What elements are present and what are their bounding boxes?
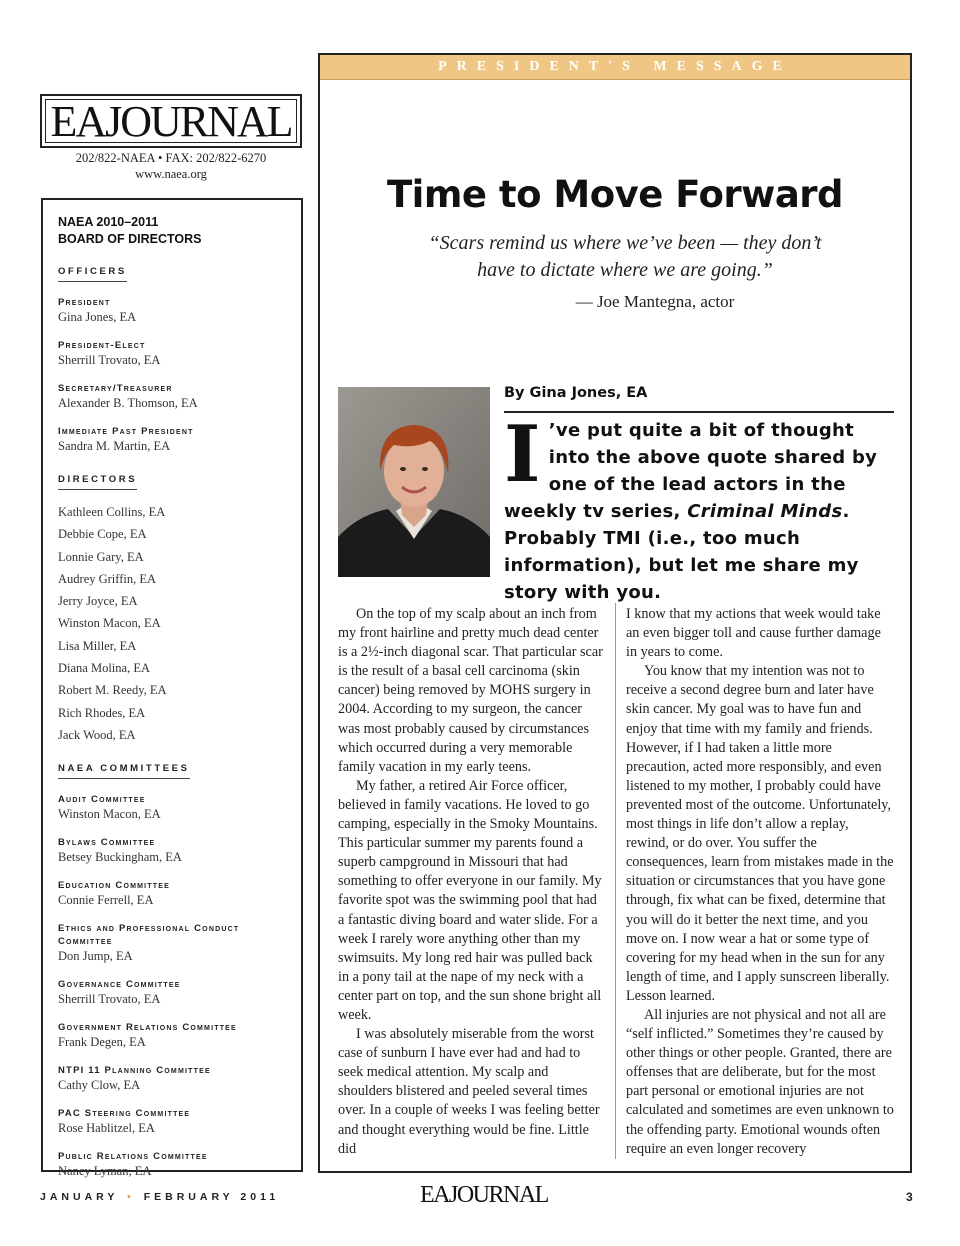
board-heading-line1: NAEA 2010–2011 (58, 215, 159, 229)
committee-chair: Don Jump, EA (58, 948, 133, 963)
committee-title: Education Committee (58, 879, 170, 891)
officer-title: President (58, 297, 111, 308)
committee-title: Governance Committee (58, 978, 181, 990)
body-paragraph: I was absolutely miserable from the worst case of sunburn I have ever had and had to seek medical attention. My scalp and shoulders blistered and peeled several times over. In a couple of weeks I was feeling better and thought everything would be fine. Little did (338, 1026, 600, 1157)
board-heading (58, 214, 287, 248)
committee-chair: Sherrill Trovato, EA (58, 991, 161, 1006)
body-paragraph: You know that my intention was not to receive a second degree burn and later have skin cancer. My goal was to have fun and enjoy that time with my family and friends. However, if I had taken a little more precaution, acted more responsibly, and even listened to my mother, I probably could have prevented most of the outcome. Unfortunately, most things in life don’t allow a replay, rewind, or do over. You suffer the consequences, learn from mistakes made in the situation or circumstances that you have gone through, fix what can be fixed, determine that you will do it better the next time, and you move on. I now wear a hat or some type of covering for my head when in the sun for any length of time, and I apply sunscreen liberally. Lesson learned. (626, 663, 894, 1004)
committee-title: Audit Committee (58, 793, 146, 805)
officer-name: Sherrill Trovato, EA (58, 353, 161, 367)
committee-title: Government Relations Committee (58, 1021, 237, 1033)
body-paragraph: On the top of my scalp about an inch from my front hairline and pretty much dead center is a 2½-inch diagonal scar. That particular scar is the result of a basal cell carcinoma (skin cancer) being removed by MOHS surgery in 2004. According to my surgeon, the cancer was most probably caused by circumstances which occurred during a very memorable family vacation in my early teens. (338, 606, 603, 775)
director-name: Lonnie Gary, EA (58, 549, 144, 564)
column-divider (615, 603, 616, 1159)
body-paragraph: My father, a retired Air Force officer, believed in family vacations. He loved to go camping, especially in the Smoky Mountains. This particular summer my parents found a superb campground in Missouri that had something to offer everyone in our family. My favorite spot was the swimming pool that had a fantastic diving board and water slide. For a week I rarely wore anything other than my swimsuits. My long red hair was pulled back in a pony tail at the nape of my neck with a center part on top, and the sun shone bright all week. (338, 777, 602, 1023)
body-paragraph: I know that my actions that week would take an even bigger toll and cause further damage in years to come. (626, 606, 881, 661)
epigraph-quote (380, 230, 870, 284)
contact-info (40, 150, 302, 182)
director-name: Jerry Joyce, EA (58, 594, 138, 609)
page-number: 3 (906, 1190, 913, 1204)
presidents-message-panel (318, 53, 912, 1173)
director-name: Kathleen Collins, EA (58, 505, 166, 519)
lead-text-1: ’ve put quite a bit of thought into the above quote shared by one of the lead actors in the weekly tv series, (504, 420, 878, 522)
director-name: Debbie Cope, EA (58, 527, 147, 542)
quote-attribution: — Joe Mantegna, actor (575, 292, 735, 311)
separator-dot: • (127, 1191, 135, 1203)
byline: By Gina Jones, EA (504, 385, 648, 401)
officer-name: Gina Jones, EA (58, 310, 137, 324)
board-heading-line2: BOARD OF DIRECTORS (58, 232, 202, 246)
article-title: Time to Move Forward (386, 173, 844, 216)
committee-chair: Winston Macon, EA (58, 806, 161, 821)
body-column-2 (626, 605, 894, 1159)
body-column-1 (338, 605, 604, 1159)
drop-cap: I (504, 409, 541, 500)
issue-month-2: FEBRUARY 2011 (143, 1191, 280, 1203)
board-of-directors-box (41, 198, 303, 1178)
officers-list (58, 296, 287, 454)
ea-journal-logo (40, 94, 302, 148)
director-name: Rich Rhodes, EA (58, 705, 146, 720)
committee-chair: Rose Hablitzel, EA (58, 1120, 155, 1135)
quote-line-1: “Scars remind us where we’ve been — they don’t (428, 232, 822, 254)
committee-chair: Cathy Clow, EA (58, 1077, 141, 1092)
committee-title: Ethics and Professional Conduct Committee (58, 922, 240, 947)
director-name: Audrey Griffin, EA (58, 571, 157, 586)
directors-list (58, 504, 287, 743)
author-photo (338, 387, 490, 577)
committee-title: NTPI 11 Planning Committee (58, 1064, 211, 1076)
committee-chair: Betsey Buckingham, EA (58, 849, 182, 864)
directors-heading: DIRECTORS (58, 474, 137, 490)
website: www.naea.org (135, 167, 207, 181)
director-name: Jack Wood, EA (58, 727, 136, 742)
officer-title: Immediate Past President (58, 426, 194, 437)
committees-heading: NAEA COMMITTEES (58, 763, 190, 779)
author-portrait-image (338, 387, 490, 577)
byline-rule (504, 411, 894, 413)
quote-line-2: have to dictate where we are going.” (477, 259, 773, 281)
phone-fax: 202/822-NAEA • FAX: 202/822-6270 (75, 151, 267, 165)
director-name: Winston Macon, EA (58, 616, 161, 631)
lead-text-2: . Probably TMI (i.e., too much information), but let me share my story with you. (504, 501, 859, 603)
committee-chair: Nancy Lyman, EA (58, 1163, 152, 1178)
issue-date (40, 1191, 279, 1203)
body-paragraph: All injuries are not physical and not all are “self inflicted.” Sometimes they’re caused by other things or other people. Granted, there are offenses that are deliberate, but for the most part personal or emotional injuries are not calculated and sometimes are even unknown to the offending party. Emotional wounds often require an even longer recovery (626, 1006, 894, 1157)
committee-title: Public Relations Committee (58, 1150, 208, 1162)
officer-title: Secretary/Treasurer (58, 383, 173, 394)
lead-paragraph (504, 409, 896, 606)
committees-list (58, 793, 287, 1179)
officer-title: President-Elect (58, 340, 146, 351)
committee-chair: Frank Degen, EA (58, 1034, 146, 1049)
issue-month-1: JANUARY (40, 1191, 119, 1203)
footer-logo: EAJOURNAL (420, 1182, 548, 1208)
director-name: Robert M. Reedy, EA (58, 683, 167, 698)
officers-heading: OFFICERS (58, 266, 127, 282)
officer-name: Alexander B. Thomson, EA (58, 396, 198, 410)
section-banner: PRESIDENT'S MESSAGE (320, 55, 910, 80)
committee-chair: Connie Ferrell, EA (58, 892, 154, 907)
officer-name: Sandra M. Martin, EA (58, 439, 171, 453)
logo-text: EAJOURNAL (50, 96, 292, 146)
committee-title: PAC Steering Committee (58, 1107, 191, 1119)
committee-title: Bylaws Committee (58, 836, 156, 848)
lead-show-title: Criminal Minds (687, 501, 843, 522)
director-name: Lisa Miller, EA (58, 638, 137, 653)
director-name: Diana Molina, EA (58, 661, 150, 676)
